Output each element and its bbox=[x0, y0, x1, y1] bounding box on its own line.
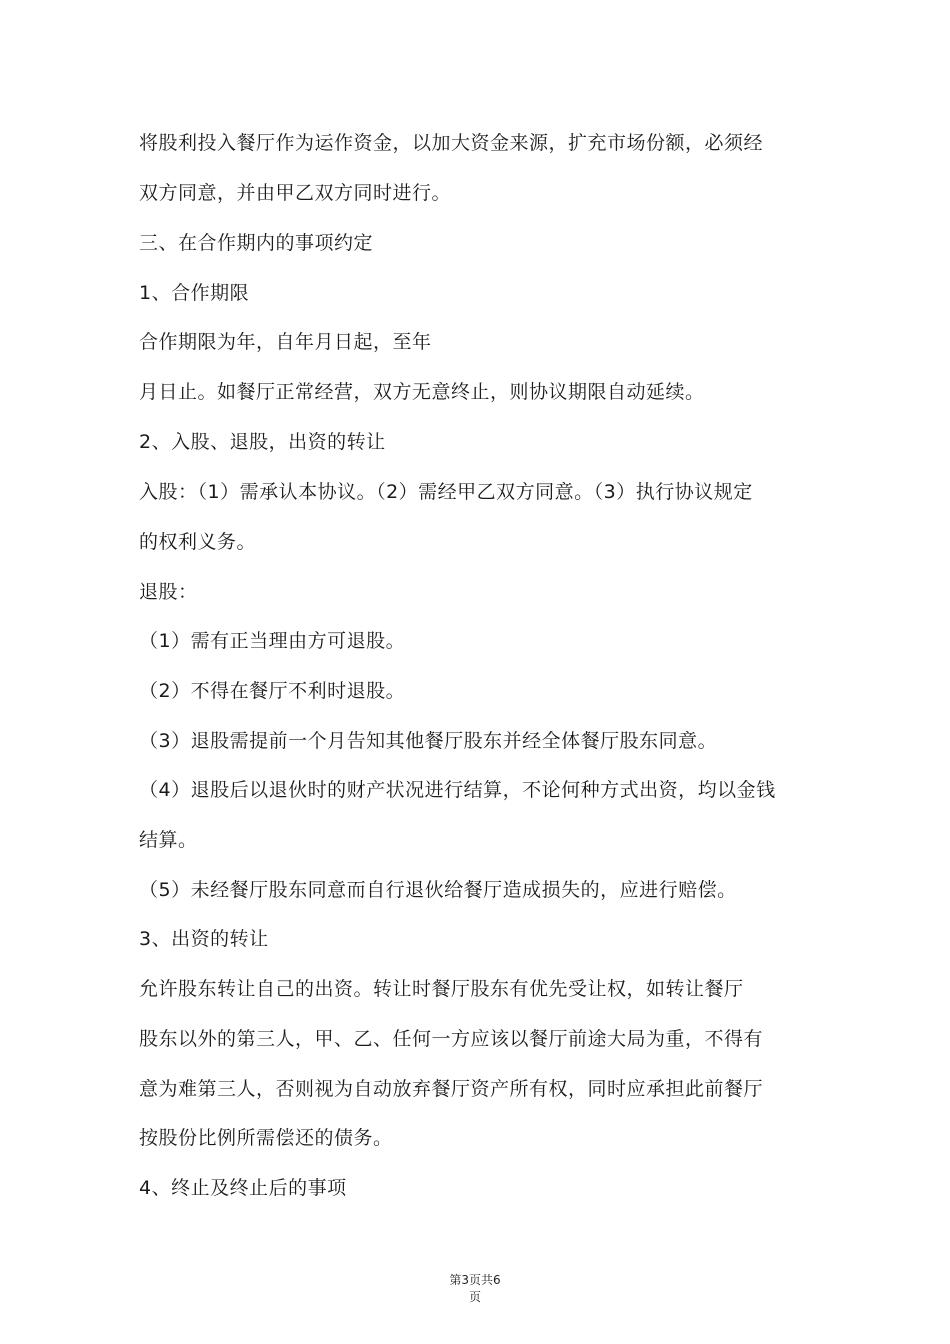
paragraph-line: 股东以外的第三人，甲、乙、任何一方应该以餐厅前途大局为重，不得有 bbox=[139, 1028, 764, 1050]
paragraph-line: 双方同意，并由甲乙双方同时进行。 bbox=[139, 182, 452, 204]
subsection-heading: 2、入股、退股，出资的转让 bbox=[139, 431, 386, 453]
list-item: （3）退股需提前一个月告知其他餐厅股东并经全体餐厅股东同意。 bbox=[139, 730, 718, 752]
subsection-heading: 1、合作期限 bbox=[139, 282, 250, 304]
paragraph-line: 的权利义务。 bbox=[139, 531, 257, 553]
paragraph-line: 按股份比例所需偿还的债务。 bbox=[139, 1127, 393, 1149]
list-item: （2）不得在餐厅不利时退股。 bbox=[139, 680, 406, 702]
paragraph-line: 将股利投入餐厅作为运作资金，以加大资金来源，扩充市场份额，必须经 bbox=[139, 132, 764, 154]
list-item: （1）需有正当理由方可退股。 bbox=[139, 630, 406, 652]
section-heading: 三、在合作期内的事项约定 bbox=[139, 232, 374, 254]
paragraph-line: 合作期限为年，自年月日起，至年 bbox=[139, 331, 432, 353]
subsection-heading: 4、终止及终止后的事项 bbox=[139, 1177, 347, 1199]
list-item: （5）未经餐厅股东同意而自行退伙给餐厅造成损失的，应进行赔偿。 bbox=[139, 879, 737, 901]
paragraph-line: 退股： bbox=[139, 581, 198, 603]
paragraph-line: 意为难第三人，否则视为自动放弃餐厅资产所有权，同时应承担此前餐厅 bbox=[139, 1078, 764, 1100]
paragraph-line: 结算。 bbox=[139, 829, 198, 851]
list-item: （4）退股后以退伙时的财产状况进行结算，不论何种方式出资，均以金钱 bbox=[139, 779, 776, 801]
paragraph-line: 允许股东转让自己的出资。转让时餐厅股东有优先受让权，如转让餐厅 bbox=[139, 978, 744, 1000]
paragraph-line: 入股：（1）需承认本协议。（2）需经甲乙双方同意。（3）执行协议规定 bbox=[139, 481, 753, 503]
page-number: 第3页共6 bbox=[449, 1273, 501, 1287]
subsection-heading: 3、出资的转让 bbox=[139, 928, 269, 950]
paragraph-line: 月日止。如餐厅正常经营，双方无意终止，则协议期限自动延续。 bbox=[139, 381, 705, 403]
page-number-continued: 页 bbox=[468, 1290, 481, 1304]
